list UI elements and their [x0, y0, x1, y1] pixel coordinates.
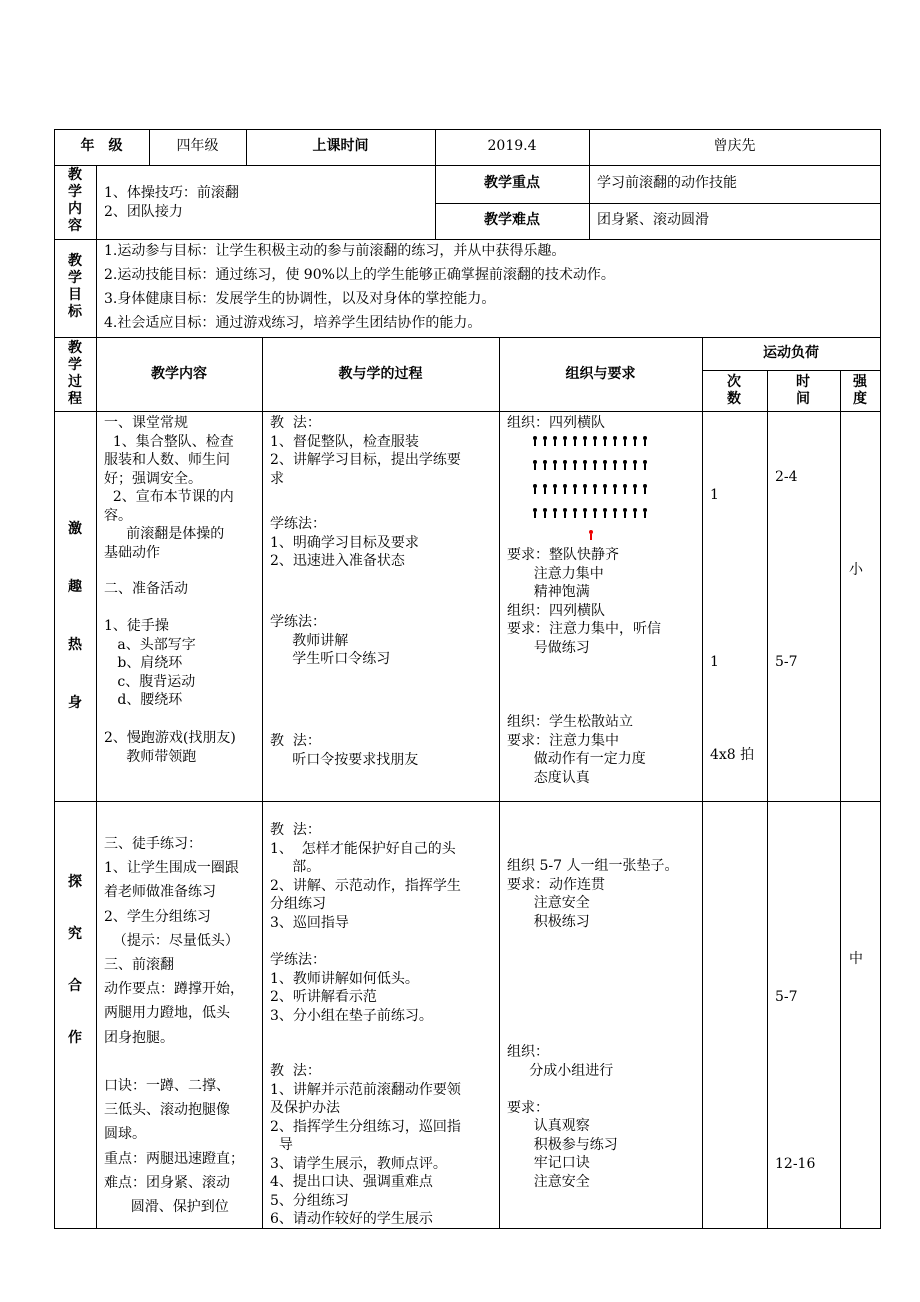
student-figure	[633, 508, 637, 518]
goals-section-label: 教学目标	[68, 253, 82, 320]
grade-label: 年 级	[80, 138, 123, 154]
explore-time-roll: 12-16	[775, 1156, 816, 1172]
warmup-process-game: 教 法： 听口令按要求找朋友	[270, 733, 419, 768]
warmup-stage-label: 激趣热身	[68, 521, 82, 711]
student-figure	[563, 436, 567, 446]
time-label: 上课时间	[312, 138, 369, 154]
content-items: 1、体操技巧：前滚翻 2、团队接力	[104, 185, 239, 220]
warmup-org-formation: 组织：四列横队	[507, 415, 605, 431]
student-figure	[593, 508, 597, 518]
difficulty: 团身紧、滚动圆滑	[597, 212, 709, 228]
key-point: 学习前滚翻的动作技能	[597, 175, 737, 191]
student-figure	[583, 484, 587, 494]
col-time-header: 时间	[796, 374, 810, 407]
col-count-header: 次数	[727, 374, 741, 407]
student-figure	[553, 436, 557, 446]
student-figure	[633, 436, 637, 446]
student-figure	[533, 436, 537, 446]
grade-value: 四年级	[176, 138, 219, 154]
key-point-label: 教学重点	[484, 175, 540, 191]
formation-diagram	[533, 436, 663, 546]
col-process-header: 教与学的过程	[338, 366, 423, 382]
student-figure	[623, 484, 627, 494]
warmup-content-prep: 二、准备活动 1、徒手操 a、头部写字 b、肩绕环 c、腹背运动 d、腰绕环	[104, 581, 196, 708]
student-figure	[643, 436, 647, 446]
warmup-process-drill: 学练法： 教师讲解 学生听口令练习	[270, 614, 391, 667]
col-org-header: 组织与要求	[565, 366, 636, 382]
student-figure	[583, 508, 587, 518]
student-figure	[613, 484, 617, 494]
warmup-count-game: 4x8 拍	[710, 747, 755, 763]
student-figure	[553, 484, 557, 494]
warmup-process-teach: 教 法： 1、督促整队，检查服装 2、讲解学习目标，提出学练要 求	[270, 415, 461, 487]
student-figure	[563, 508, 567, 518]
student-figure	[533, 484, 537, 494]
student-figure	[543, 508, 547, 518]
student-figure	[623, 436, 627, 446]
explore-process-teach: 教 法： 1、 怎样才能保护好自己的头 部。 2、讲解、示范动作，指挥学生 分组练习 3、巡回指导	[270, 822, 461, 931]
student-figure	[613, 460, 617, 470]
goal-item: 2.运动技能目标：通过练习，使 90%以上的学生能够正确掌握前滚翻的技术动作。	[104, 267, 615, 283]
goal-item: 4.社会适应目标：通过游戏练习，培养学生团结协作的能力。	[104, 315, 482, 331]
student-figure	[543, 436, 547, 446]
teacher-figure	[589, 530, 593, 540]
explore-org-practice: 组织： 分成小组进行 要求： 认真观察 积极参与练习 牢记口诀 注意安全	[507, 1044, 618, 1190]
student-figure	[573, 460, 577, 470]
explore-intensity: 中	[849, 951, 863, 967]
student-figure	[543, 460, 547, 470]
student-figure	[633, 484, 637, 494]
student-figure	[623, 508, 627, 518]
explore-org-groups: 组织 5-7 人一组一张垫子。 要求：动作连贯 注意安全 积极练习	[507, 858, 679, 930]
student-figure	[603, 508, 607, 518]
student-figure	[573, 436, 577, 446]
student-figure	[603, 484, 607, 494]
student-figure	[593, 460, 597, 470]
student-figure	[593, 436, 597, 446]
explore-process-learn: 学练法： 1、教师讲解如何低头。 2、听讲解看示范 3、分小组在垫子前练习。	[270, 952, 433, 1024]
student-figure	[583, 436, 587, 446]
student-figure	[533, 460, 537, 470]
student-figure	[573, 508, 577, 518]
student-figure	[543, 484, 547, 494]
explore-process-roll: 教 法： 1、讲解并示范前滚翻动作要领 及保护办法 2、指挥学生分组练习，巡回指 导 3、请学生展示，教师点评。 4、提出口诀、强调重难点 5、分组练习 6、请动作较好的学生展示	[270, 1063, 461, 1227]
warmup-intensity: 小	[849, 562, 863, 578]
explore-content: 三、徒手练习： 1、让学生围成一圈跟 着老师做准备练习 2、学生分组练习 （提示：尽量低头） 三、前滚翻 动作要点：蹲撑开始， 两腿用力蹬地，低头 团身抱腿。 口诀：一蹲、二撑、 三低头、滚动抱腿像 圆球。 重点：两腿迅速蹬直； 难点：团身紧、滚动 圆滑、保护到位	[104, 836, 244, 1216]
warmup-time-routine: 2-4	[775, 469, 798, 485]
warmup-count-prep: 1	[710, 654, 719, 670]
student-figure	[603, 436, 607, 446]
warmup-org-game: 组织：学生松散站立 要求：注意力集中 做动作有一定力度 态度认真	[507, 714, 646, 786]
student-figure	[643, 460, 647, 470]
col-content-header: 教学内容	[151, 366, 207, 382]
difficulty-label: 教学难点	[484, 212, 540, 228]
warmup-time-prep: 5-7	[775, 654, 798, 670]
student-figure	[533, 508, 537, 518]
student-figure	[613, 436, 617, 446]
col-load-header: 运动负荷	[763, 345, 819, 361]
student-figure	[613, 508, 617, 518]
warmup-content-routine: 一、课堂常规 1、集合整队、检查 服装和人数、师生问 好；强调安全。 2、宣布本节课的内 容。 前滚翻是体操的 基础动作	[104, 415, 234, 561]
student-figure	[553, 508, 557, 518]
content-section-label: 教学内容	[68, 167, 82, 234]
warmup-content-game: 2、慢跑游戏(找朋友) 教师带领跑	[104, 730, 236, 765]
time-value: 2019.4	[487, 138, 537, 154]
teacher-name: 曾庆先	[713, 138, 756, 154]
student-figure	[623, 460, 627, 470]
process-section-label: 教学过程	[68, 340, 82, 407]
student-figure	[593, 484, 597, 494]
student-figure	[643, 484, 647, 494]
explore-stage-label: 探究合作	[68, 874, 82, 1046]
goal-item: 3.身体健康目标：发展学生的协调性，以及对身体的掌控能力。	[104, 291, 496, 307]
col-intensity-header: 强度	[853, 374, 867, 407]
student-figure	[603, 460, 607, 470]
student-figure	[573, 484, 577, 494]
student-figure	[553, 460, 557, 470]
student-figure	[633, 460, 637, 470]
warmup-process-learn: 学练法： 1、明确学习目标及要求 2、迅速进入准备状态	[270, 516, 419, 569]
student-figure	[563, 460, 567, 470]
warmup-org-requirements: 要求：整队快静齐 注意力集中 精神饱满 组织：四列横队 要求：注意力集中，听信 号做练习	[507, 547, 661, 656]
goal-item: 1.运动参与目标：让学生积极主动的参与前滚翻的练习，并从中获得乐趣。	[104, 243, 566, 259]
student-figure	[643, 508, 647, 518]
student-figure	[563, 484, 567, 494]
student-figure	[583, 460, 587, 470]
warmup-count-routine: 1	[710, 487, 719, 503]
explore-time-drill: 5-7	[775, 989, 798, 1005]
